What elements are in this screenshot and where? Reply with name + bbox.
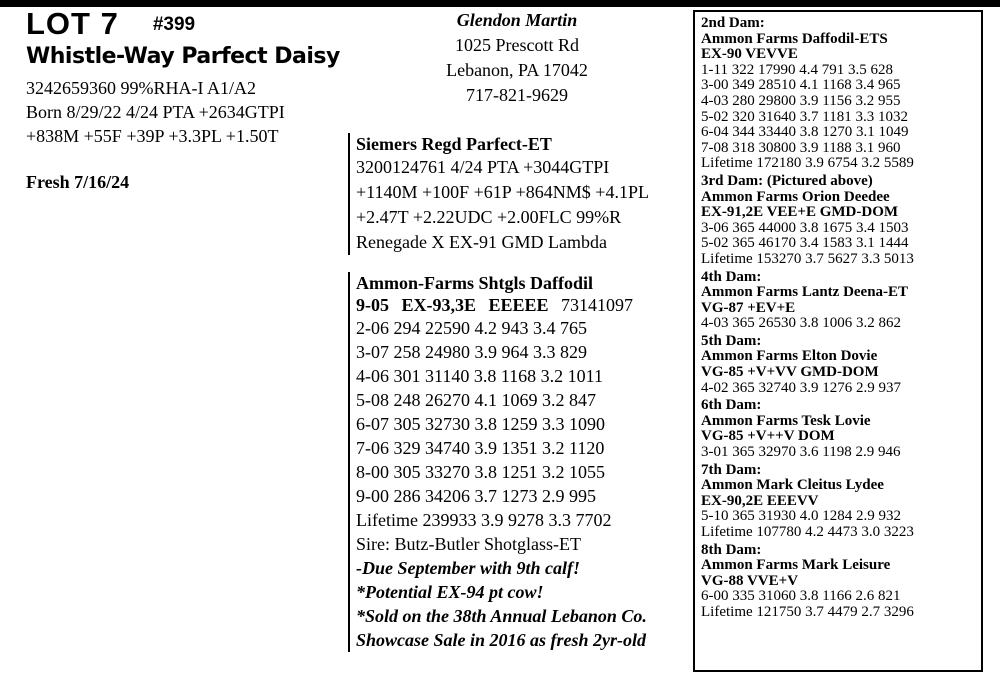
generation-record: 4-02 365 32740 3.9 1276 2.9 937 (701, 379, 901, 396)
owner-phone: 717-821-9629 (466, 85, 568, 105)
generation-3rd-dam (701, 174, 981, 268)
dam-record: 9-00 286 34206 3.7 1273 2.9 995 (356, 486, 596, 506)
dam-records (356, 316, 647, 652)
generation-record: 7-08 318 30800 3.9 1188 3.1 960 (701, 139, 901, 156)
generation-class: VG-85 +V+VV GMD-DOM (701, 364, 879, 381)
owner-address: 1025 Prescott Rd (455, 35, 579, 55)
dam-classification (356, 294, 647, 316)
generation-record: 4-03 280 29800 3.9 1156 3.2 955 (701, 92, 901, 109)
generation-name: Ammon Farms Orion Deedee (701, 188, 890, 205)
sire-line: 3200124761 4/24 PTA +3044GTPI (356, 157, 610, 177)
owner-name: Glendon Martin (456, 10, 578, 30)
generation-6th-dam (701, 398, 981, 460)
generation-5th-dam (701, 334, 981, 396)
generation-label: 5th Dam: (701, 332, 762, 349)
sire-line: +1140M +100F +61P +864NM$ +4.1PL (356, 182, 649, 202)
dam-note: *Potential EX-94 pt cow! (356, 582, 544, 602)
generation-class: EX-90 VEVVE (701, 46, 798, 63)
generation-record: 4-03 365 26530 3.8 1006 3.2 862 (701, 315, 901, 332)
generation-name: Ammon Mark Cleitus Lydee (701, 477, 884, 494)
dam-record: 3-07 258 24980 3.9 964 3.3 829 (356, 342, 587, 362)
pta-traits-line: +838M +55F +39P +3.3PL +1.50T (26, 126, 279, 146)
generation-record: 3-06 365 44000 3.8 1675 3.4 1503 (701, 219, 909, 236)
dam-record: 5-08 248 26270 4.1 1069 3.2 847 (356, 390, 596, 410)
generation-label: 7th Dam: (701, 461, 762, 478)
dam-record: 6-07 305 32730 3.8 1259 3.3 1090 (356, 414, 605, 434)
sale-number: #399 (152, 14, 196, 35)
lot-number: LOT 7 (26, 6, 119, 41)
generation-label: 8th Dam: (701, 541, 762, 558)
cow-details (26, 76, 285, 148)
generation-record: 5-10 365 31930 4.0 1284 2.9 932 (701, 508, 901, 525)
generation-8th-dam (701, 543, 981, 621)
generation-class: VG-87 +EV+E (701, 299, 796, 316)
generation-2nd-dam (701, 16, 981, 172)
dam-record: 8-00 305 33270 3.8 1251 3.2 1055 (356, 462, 605, 482)
generation-record: 1-11 322 17990 4.4 791 3.5 628 (701, 61, 893, 78)
generation-label: 4th Dam: (701, 268, 762, 285)
generation-record: 6-04 344 33440 3.8 1270 3.1 1049 (701, 124, 909, 141)
generation-lifetime: Lifetime 121750 3.7 4479 2.7 3296 (701, 603, 914, 620)
generation-label: 2nd Dam: (701, 15, 765, 31)
fresh-date: Fresh 7/16/24 (26, 172, 130, 192)
dam-note: -Due September with 9th calf! (356, 558, 580, 578)
owner-block (400, 8, 634, 108)
dam-record: 2-06 294 22590 4.2 943 3.4 765 (356, 318, 587, 338)
generation-name: Ammon Farms Lantz Deena-ET (701, 284, 909, 301)
lot-heading (26, 6, 195, 42)
dam-reg-number: 73141097 (561, 295, 634, 315)
generation-record: 6-00 335 31060 3.8 1166 2.6 821 (701, 588, 901, 605)
dam-lifetime: Lifetime 239933 3.9 9278 3.3 7702 (356, 510, 612, 530)
generation-name: Ammon Farms Daffodil-ETS (701, 30, 888, 47)
generation-record: 5-02 365 46170 3.4 1583 3.1 1444 (701, 235, 909, 252)
generation-record: 3-01 365 32970 3.6 1198 2.9 946 (701, 444, 901, 461)
sire-line: Renegade X EX-91 GMD Lambda (356, 232, 607, 252)
sire-name: Siemers Regd Parfect-ET (356, 134, 552, 154)
dam-record: 4-06 301 31140 3.8 1168 3.2 1011 (356, 366, 603, 386)
generation-lifetime: Lifetime 153270 3.7 5627 3.3 5013 (701, 250, 914, 267)
generation-lifetime: Lifetime 107780 4.2 4473 3.0 3223 (701, 524, 914, 540)
generation-7th-dam (701, 463, 981, 541)
generation-class: EX-90,2E EEEVV (701, 492, 819, 509)
generation-class: VG-85 +V++V DOM (701, 428, 835, 445)
dam-sire: Sire: Butz-Butler Shotglass-ET (356, 534, 581, 554)
pedigree-box (693, 10, 983, 672)
birth-pta-line: Born 8/29/22 4/24 PTA +2634GTPI (26, 102, 285, 122)
dam-block (348, 272, 647, 652)
cow-name: Whistle-Way Parfect Daisy (26, 44, 340, 69)
generation-name: Ammon Farms Elton Dovie (701, 348, 878, 365)
dam-note: Showcase Sale in 2016 as fresh 2yr-old (356, 630, 647, 650)
generation-label: 3rd Dam: (Pictured above) (701, 172, 873, 189)
generation-lifetime: Lifetime 172180 3.9 6754 3.2 5589 (701, 155, 914, 172)
generation-record: 3-00 349 28510 4.1 1168 3.4 965 (701, 77, 901, 94)
dam-breakdown: EEEEE (488, 295, 549, 315)
dam-record: 7-06 329 34740 3.9 1351 3.2 1120 (356, 438, 605, 458)
generation-label: 6th Dam: (701, 397, 762, 414)
generation-name: Ammon Farms Tesk Lovie (701, 412, 871, 429)
owner-city: Lebanon, PA 17042 (446, 60, 588, 80)
generation-name: Ammon Farms Mark Leisure (701, 557, 891, 574)
generation-class: VG-88 VVE+V (701, 572, 799, 589)
dam-age: 9-05 (356, 295, 389, 315)
sire-block (348, 133, 649, 255)
generation-4th-dam (701, 270, 981, 332)
dam-note: *Sold on the 38th Annual Lebanon Co. (356, 606, 647, 626)
dam-name: Ammon-Farms Shtgls Daffodil (356, 273, 593, 293)
generation-class: EX-91,2E VEE+E GMD-DOM (701, 204, 899, 221)
registration-line: 3242659360 99%RHA-I A1/A2 (26, 78, 256, 98)
sire-line: +2.47T +2.22UDC +2.00FLC 99%R (356, 207, 622, 227)
dam-score: EX-93,3E (401, 295, 477, 315)
generation-record: 5-02 320 31640 3.7 1181 3.3 1032 (701, 108, 908, 125)
